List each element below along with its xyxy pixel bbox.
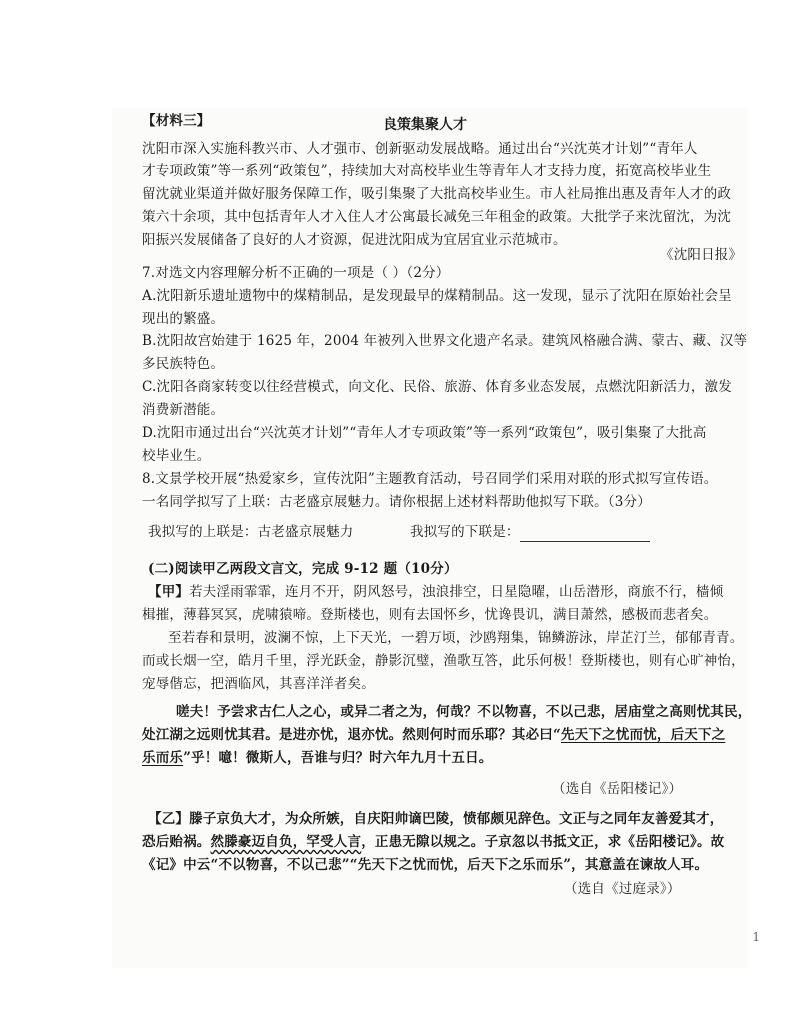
q8-lower-label: 我拟写的下联是：: [410, 524, 520, 540]
q8-stem: 8.文景学校开展“热爱家乡，宣传沈阳”主题教育活动，号召同学们采用对联的形式拟写宣传语。: [142, 471, 718, 487]
jia-para3-line2: [142, 724, 725, 746]
q7-stem: 7.对选文内容理解分析不正确的一项是（ ）（2分）: [142, 265, 450, 281]
q8-stem-cont: 一名同学拟写了上联：古老盛京展魅力。请你根据上述材料帮助他拟写下联。（3分）: [142, 494, 651, 510]
q8-upper-couplet: 我拟写的上联是：古老盛京展魅力: [148, 524, 354, 540]
jia-source: （选自《岳阳楼记》）: [552, 781, 683, 797]
jia-para2-line1: 至若春和景明，波澜不惊，上下天光，一碧万顷，沙鸥翔集，锦鳞游泳，岸芷汀兰，郁郁青青。: [168, 630, 744, 646]
jia-para3-tail: ”乎！噫！微斯人，吾谁与归？时六年九月十五日。: [183, 750, 493, 766]
q7-option-c: C.沈阳各商家转变以往经营模式，向文化、民俗、旅游、体育多业态发展，点燃沈阳新活力，激发: [142, 379, 732, 395]
jia-para2-line2: 而或长烟一空，皓月千里，浮光跃金，静影沉璧，渔歌互答，此乐何极！登斯楼也，则有心旷神怡，: [142, 653, 745, 669]
jia-para1-line1: [148, 581, 723, 603]
jia-para3-line3: [142, 747, 492, 769]
yi-text: 滕子京负大才，为众所嫉，自庆阳帅谪巴陵，愤郁颇见辞色。文正与之同年友善爱其才，: [189, 811, 724, 827]
jia-para3-line1: 嗟夫！予尝求古仁人之心，或异二者之为，何哉？不以物喜，不以己悲，居庙堂之高则忧其民，: [176, 704, 752, 720]
material3-title: 良策集聚人才: [383, 117, 467, 133]
yi-source: （选自《过庭录》）: [564, 881, 681, 897]
yi-text-a: 恐后贻祸。: [142, 834, 211, 850]
yi-text-c: ，正患无隙以规之。子京忽以书抵文正，求《岳阳楼记》。故: [361, 834, 725, 850]
yi-line1: [148, 808, 723, 830]
material3-line: 留沈就业渠道并做好服务保障工作，吸引集聚了大批高校毕业生。市人社局推出惠及青年人才的政: [142, 186, 732, 202]
q7-option-b: B.沈阳故宫始建于 1625 年，2004 年被列入世界文化遗产名录。建筑风格融合满、蒙古、藏、汉等: [142, 333, 748, 349]
yi-line2: [142, 831, 724, 853]
q7-option-a-cont: 现出的繁盛。: [142, 311, 225, 327]
yi-tag: 【乙】: [148, 811, 190, 827]
jia-para3-text: 处江湖之远则忧其君。是进亦忧，退亦忧。然则何时而乐耶？其必曰“: [142, 727, 561, 743]
jia-para1-line2: 楫摧，薄暮冥冥，虎啸猿啼。登斯楼也，则有去国怀乡，忧谗畏讥，满目萧然，感极而悲者矣。: [142, 607, 718, 623]
q7-option-b-cont: 多民族特色。: [142, 356, 225, 372]
jia-underlined-phrase: 先天下之忧而忧，后天下之: [560, 727, 726, 743]
q8-lower-answer-field[interactable]: [520, 521, 650, 542]
material3-line: 策六十余项，其中包括青年人才入住人才公寓最长减免三年租金的政策。大批学子来沈留沈，为沈: [142, 209, 732, 225]
material3-tag: 【材料三】: [142, 113, 211, 129]
jia-underlined-phrase-end: 乐而乐: [142, 750, 184, 766]
jia-para2-line3: 宠辱偕忘，把酒临风，其喜洋洋者矣。: [142, 676, 375, 692]
section2-heading: (二)阅读甲乙两段文言文，完成 9-12 题（10分）: [148, 561, 458, 577]
material3-source: 《沈阳日报》: [660, 247, 743, 263]
q7-option-d-cont: 校毕业生。: [142, 448, 211, 464]
yi-wavy-underlined-phrase: 然滕豪迈自负，罕受人言: [210, 834, 362, 850]
page-edge-mark: 1: [752, 930, 760, 944]
material3-line: 阳振兴发展储备了良好的人才资源，促进沈阳成为宜居宜业示范城市。: [142, 232, 567, 248]
jia-tag: 【甲】: [148, 584, 190, 600]
jia-para1-text: 若夫淫雨霏霏，连月不开，阴风怒号，浊浪排空，日星隐曜，山岳潜形，商旅不行，樯倾: [189, 584, 724, 600]
q7-option-a: A.沈阳新乐遗址遗物中的煤精制品，是发现最早的煤精制品。这一发现，显示了沈阳在原始社会呈: [142, 288, 732, 304]
q7-option-d: D.沈阳市通过出台“兴沈英才计划”“青年人才专项政策”等一系列“政策包”，吸引集聚了大批高: [142, 425, 707, 441]
yi-line3: 《记》中云“不以物喜，不以己悲”“先天下之忧而忧，后天下之乐而乐”，其意盖在谏故人耳。: [142, 857, 709, 873]
material3-line: 才专项政策”等一系列“政策包”，持续加大对高校毕业生等青年人才支持力度，拓宽高校毕业生: [142, 163, 712, 179]
document-page: [112, 108, 752, 968]
material3-line: 沈阳市深入实施科教兴市、人才强市、创新驱动发展战略。通过出台“兴沈英才计划”“青年人: [142, 141, 698, 157]
q7-option-c-cont: 消费新潜能。: [142, 402, 225, 418]
